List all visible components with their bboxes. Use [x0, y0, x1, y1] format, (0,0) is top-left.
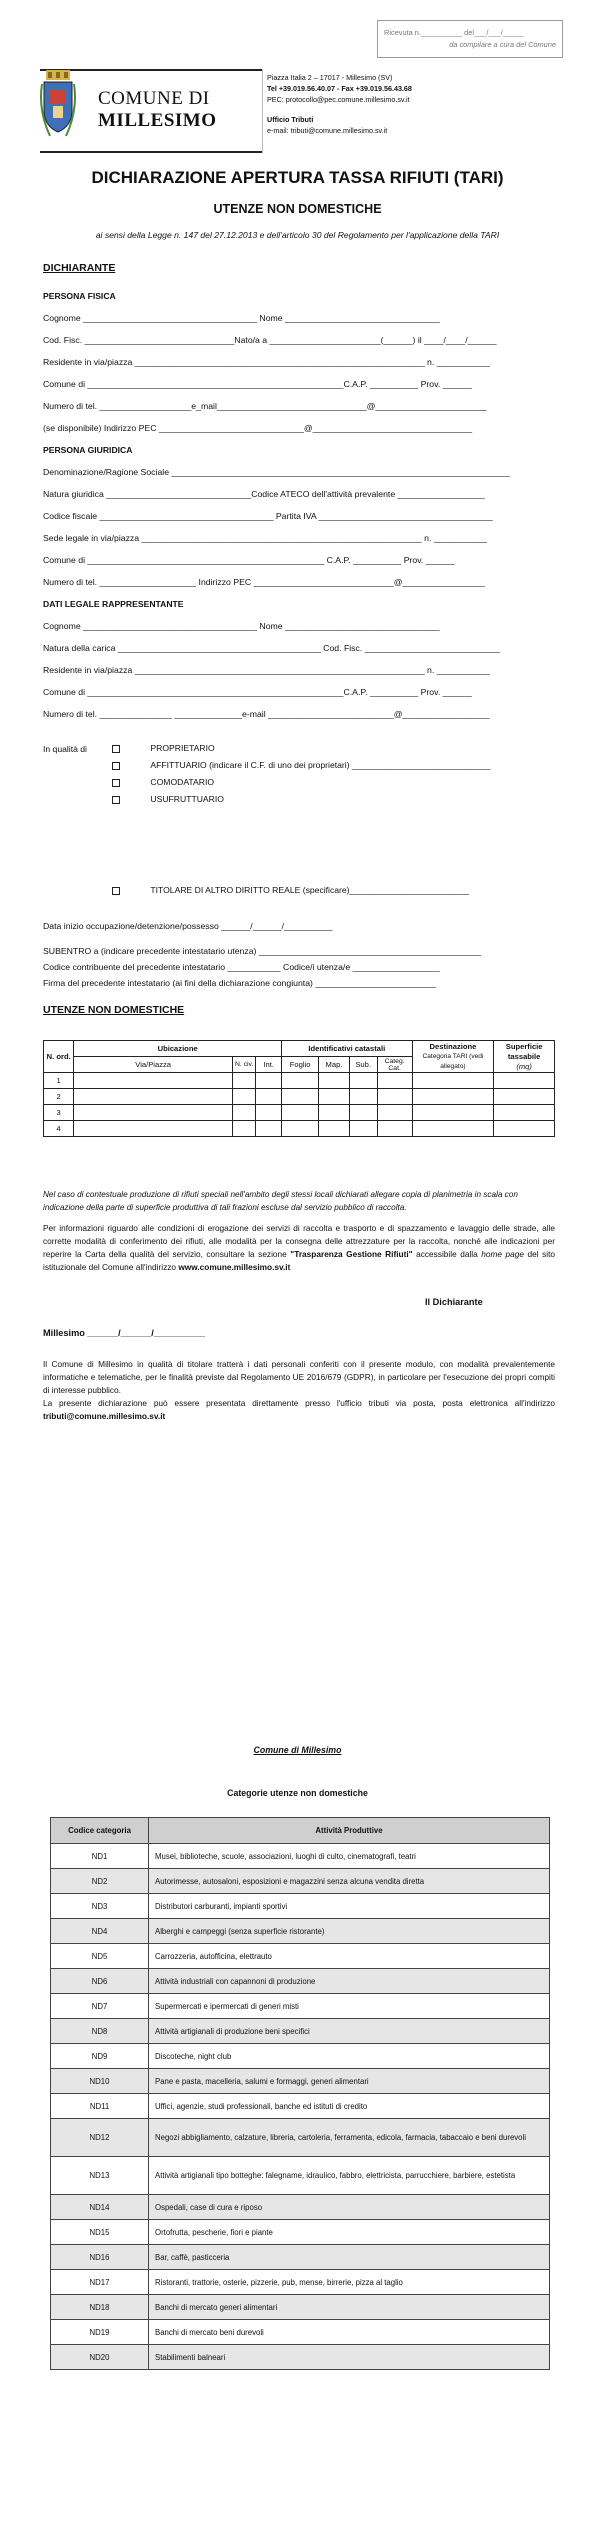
table-row: [51, 1844, 550, 1869]
contact-email: e-mail: tributi@comune.millesimo.sv.it: [267, 125, 388, 135]
category-description: Attività industriali con capannoni di produzione: [149, 1969, 550, 1994]
category-description: Discoteche, night club: [149, 2044, 550, 2069]
form-line-tel-email-lr[interactable]: Numero di tel. _______________ ______________e-mail __________________________@__________________: [43, 709, 490, 719]
row-number: 3: [44, 1105, 74, 1121]
cell[interactable]: [232, 1105, 255, 1121]
form-line-comune[interactable]: Comune di _____________________________________________________C.A.P. __________ Prov. ______: [43, 379, 472, 389]
category-code: ND2: [51, 1869, 149, 1894]
checkbox-affittuario-row[interactable]: [112, 760, 491, 770]
col-viapiazza: Via/Piazza: [74, 1057, 233, 1073]
legal-reference: ai sensi della Legge n. 147 del 27.12.2013 e dell'articolo 30 del Regolamento per l'applicazione della TARI: [95, 230, 500, 240]
cell[interactable]: [349, 1089, 377, 1105]
note-rifiuti-speciali: Nel caso di contestuale produzione di rifiuti speciali nell'ambito degli stessi locali dichiarati allegare copia di planimetria in scala con indicazione della parte di superficie produttiva di tali frazioni escluse dal servizio pubblico di raccolta.: [43, 1190, 518, 1212]
checkbox-altro-row[interactable]: [112, 885, 469, 895]
category-description: Alberghi e campeggi (senza superficie ristorante): [149, 1919, 550, 1944]
table-row: [51, 2157, 550, 2195]
category-code: ND9: [51, 2044, 149, 2069]
signature-label: Il Dichiarante: [425, 1297, 483, 1307]
form-line-codice-contribuente[interactable]: Codice contribuente del precedente intestatario ___________ Codice/i utenza/e __________________: [43, 962, 440, 972]
contacts-block: [267, 72, 567, 136]
contact-phone: Tel +39.019.56.40.07 - Fax +39.019.56.43.68: [267, 84, 412, 94]
contact-address: Piazza Italia 2 – 17017 - Millesimo (SV): [267, 73, 393, 82]
col-sub: Sub.: [349, 1057, 377, 1073]
form-line-comune-lr[interactable]: Comune di _____________________________________________________C.A.P. __________ Prov. ______: [43, 687, 472, 697]
form-line-tel-pec-pg[interactable]: Numero di tel. ____________________ Indirizzo PEC _____________________________@_________________: [43, 577, 485, 587]
form-line-cognome[interactable]: Cognome ____________________________________ Nome ________________________________: [43, 313, 440, 323]
website-link[interactable]: www.comune.millesimo.sv.it: [178, 1262, 291, 1272]
category-description: Supermercati e ipermercati di generi misti: [149, 1994, 550, 2019]
note-trasparenza-homepage: home page: [481, 1249, 524, 1259]
category-code: ND11: [51, 2094, 149, 2119]
checkbox-comodatario[interactable]: [112, 779, 120, 787]
checkbox-usufruttuario[interactable]: [112, 796, 120, 804]
category-description: Musei, biblioteche, scuole, associazioni, luoghi di culto, cinematografi, teatri: [149, 1844, 550, 1869]
section-utenze: UTENZE NON DOMESTICHE: [43, 1004, 185, 1016]
category-code: ND19: [51, 2320, 149, 2345]
note-trasparenza-text3: del sito istituzionale del Comune all'indirizzo: [43, 1249, 556, 1272]
category-description: Pane e pasta, macelleria, salumi e formaggi, generi alimentari: [149, 2069, 550, 2094]
checkbox-usufruttuario-row[interactable]: [112, 794, 224, 804]
category-description: Distributori carburanti, impianti sportivi: [149, 1894, 550, 1919]
form-line-pec[interactable]: (se disponibile) Indirizzo PEC ______________________________@_________________________________: [43, 423, 473, 433]
note-trasparenza-text: Per informazioni riguardo alle condizioni di erogazione dei servizi di raccolta e trasporto e di spazzamento e lavaggio delle strade, alle corrette modalità di conferimento dei rifiuti, alle modalità per la consegna delle attrezzature per la raccolta, nonché alle indicazioni per reperire la Carta della qualità del servizio, consultare la sezione: [43, 1223, 555, 1259]
row-number: 4: [44, 1121, 74, 1137]
col-destinazione: [412, 1041, 494, 1073]
category-description: Autorimesse, autosaloni, esposizioni e magazzini senza alcuna vendita diretta: [149, 1869, 550, 1894]
category-description: Ristoranti, trattorie, osterie, pizzerie, pub, mense, birrerie, pizza al taglio: [149, 2270, 550, 2295]
cell[interactable]: [281, 1105, 318, 1121]
contact-spacer: [267, 106, 567, 114]
table-row: [51, 2044, 550, 2069]
comune-name: MILLESIMO: [98, 110, 217, 131]
category-code: ND18: [51, 2295, 149, 2320]
note-trasparenza: [43, 1222, 555, 1274]
col-attivita: Attività Produttive: [149, 1818, 550, 1844]
col-int: Int.: [256, 1057, 282, 1073]
col-identificativi: Identificativi catastali: [281, 1041, 412, 1057]
cell[interactable]: [74, 1073, 233, 1089]
presentation-text: La presente dichiarazione può essere presentata direttamente presso l'ufficio tributi via posta, posta elettronica all'indirizzo: [43, 1398, 555, 1408]
row-number: 1: [44, 1073, 74, 1089]
table-row: [51, 2345, 550, 2370]
cell[interactable]: [412, 1073, 494, 1089]
category-code: ND5: [51, 1944, 149, 1969]
annex-title: Categorie utenze non domestiche: [227, 1788, 368, 1798]
form-line-denominazione[interactable]: Denominazione/Ragione Sociale ______________________________________________________________________: [43, 467, 510, 477]
category-description: Ospedali, case di cura e riposo: [149, 2195, 550, 2220]
receipt-box: [377, 20, 563, 58]
form-line-carica-lr[interactable]: Natura della carica __________________________________________ Cod. Fisc. ____________________________: [43, 643, 500, 653]
cell[interactable]: [377, 1089, 412, 1105]
category-description: Carrozzeria, autofficina, elettrauto: [149, 1944, 550, 1969]
utenze-table: [43, 1040, 555, 1137]
option-altro-label: TITOLARE DI ALTRO DIRITTO REALE (specificare)_________________________: [150, 885, 470, 895]
form-line-firma-precedente[interactable]: Firma del precedente intestatario (ai fini della dichiarazione congiunta) _________________________: [43, 978, 437, 988]
contact-office: Ufficio Tributi: [267, 114, 314, 124]
table-row: [51, 1944, 550, 1969]
section-legale-rappresentante: DATI LEGALE RAPPRESENTANTE: [43, 599, 184, 609]
categories-header-row: [51, 1818, 550, 1844]
place-date-line[interactable]: Millesimo ______/______/__________: [43, 1328, 205, 1338]
note-trasparenza-text2: accessibile dalla: [412, 1249, 482, 1259]
form-line-residenza-lr[interactable]: Residente in via/piazza ____________________________________________________________ n. ___________: [43, 665, 490, 675]
category-code: ND16: [51, 2245, 149, 2270]
cell[interactable]: [349, 1105, 377, 1121]
cell[interactable]: [412, 1121, 494, 1137]
section-persona-fisica: PERSONA FISICA: [43, 291, 116, 301]
annex-comune: Comune di Millesimo: [253, 1745, 342, 1755]
cell[interactable]: [232, 1073, 255, 1089]
form-line-comune-pg[interactable]: Comune di _________________________________________________ C.A.P. __________ Prov. ______: [43, 555, 455, 565]
option-usufruttuario-label: USUFRUTTUARIO: [150, 794, 224, 804]
form-line-data-inizio[interactable]: Data inizio occupazione/detenzione/possesso ______/______/__________: [43, 921, 333, 931]
cell[interactable]: [494, 1073, 555, 1089]
cell[interactable]: [281, 1121, 318, 1137]
table-row[interactable]: [44, 1073, 555, 1089]
checkbox-comodatario-row[interactable]: [112, 777, 214, 787]
note-trasparenza-section: "Trasparenza Gestione Rifiuti": [290, 1249, 413, 1259]
category-code: ND20: [51, 2345, 149, 2370]
cell[interactable]: [377, 1073, 412, 1089]
row-number: 2: [44, 1089, 74, 1105]
form-line-codfisc[interactable]: Cod. Fisc. _______________________________Nato/a a _______________________(______) il ____/____/______: [43, 335, 497, 345]
category-code: ND10: [51, 2069, 149, 2094]
col-nciv: N. civ.: [232, 1057, 255, 1073]
category-description: Banchi di mercato beni durevoli: [149, 2320, 550, 2345]
category-description: Banchi di mercato generi alimentari: [149, 2295, 550, 2320]
col-nord: N. ord.: [44, 1041, 74, 1073]
col-categ: Categ. Cat.: [377, 1057, 412, 1073]
checkbox-affittuario[interactable]: [112, 762, 120, 770]
col-ubicazione: Ubicazione: [74, 1041, 282, 1057]
email-link[interactable]: tributi@comune.millesimo.sv.it: [43, 1411, 166, 1421]
cell[interactable]: [319, 1089, 349, 1105]
table-row: [51, 2094, 550, 2119]
table-row[interactable]: [44, 1121, 555, 1137]
col-destinazione-title: Destinazione: [429, 1041, 477, 1051]
presentation-notice: [43, 1397, 555, 1423]
form-line-tel-email[interactable]: Numero di tel. ___________________e_mail_______________________________@_______________________: [43, 401, 487, 411]
category-code: ND17: [51, 2270, 149, 2295]
cell[interactable]: [412, 1105, 494, 1121]
table-row: [51, 2320, 550, 2345]
col-superficie: [494, 1041, 555, 1073]
cell[interactable]: [232, 1121, 255, 1137]
table-row: [51, 2069, 550, 2094]
table-row: [51, 2295, 550, 2320]
category-code: ND12: [51, 2119, 149, 2157]
form-line-residenza[interactable]: Residente in via/piazza ____________________________________________________________ n. ___________: [43, 357, 490, 367]
table-row: [51, 1869, 550, 1894]
col-map: Map.: [319, 1057, 349, 1073]
in-qualita-label: In qualità di: [43, 744, 87, 754]
category-description: Uffici, agenzie, studi professionali, banche ed istituti di credito: [149, 2094, 550, 2119]
header-rule-bottom: [40, 151, 262, 153]
checkbox-proprietario-row[interactable]: [112, 743, 215, 753]
categories-table: [50, 1817, 550, 2370]
category-description: Attività artigianali di produzione beni specifici: [149, 2019, 550, 2044]
col-destinazione-note: Categoria TARI (vedi allegato): [422, 1052, 484, 1070]
cell[interactable]: [377, 1105, 412, 1121]
cell[interactable]: [349, 1073, 377, 1089]
form-line-codice-fiscale[interactable]: Codice fiscale ____________________________________ Partita IVA ____________________________________: [43, 511, 493, 521]
cell[interactable]: [256, 1105, 282, 1121]
cell[interactable]: [412, 1089, 494, 1105]
cell[interactable]: [74, 1121, 233, 1137]
table-row[interactable]: [44, 1089, 555, 1105]
table-row: [51, 2270, 550, 2295]
col-superficie-title: Superficie tassabile: [505, 1041, 543, 1061]
category-code: ND3: [51, 1894, 149, 1919]
category-description: Ortofrutta, pescherie, fiori e piante: [149, 2220, 550, 2245]
category-code: ND15: [51, 2220, 149, 2245]
coat-of-arms-icon: [40, 70, 76, 145]
cell[interactable]: [256, 1073, 282, 1089]
header-divider: [262, 69, 263, 153]
form-line-subentro[interactable]: SUBENTRO a (indicare precedente intestatario utenza) ______________________________________________: [43, 946, 482, 956]
table-row: [51, 2245, 550, 2270]
cell[interactable]: [256, 1089, 282, 1105]
col-codice-categoria: Codice categoria: [51, 1818, 149, 1844]
table-row: [51, 2195, 550, 2220]
comune-di-label: COMUNE DI: [98, 88, 210, 109]
cell[interactable]: [494, 1089, 555, 1105]
category-code: ND7: [51, 1994, 149, 2019]
form-line-natura-giuridica[interactable]: Natura giuridica ______________________________Codice ATECO dell'attività prevalente __________________: [43, 489, 485, 499]
form-line-sede-legale[interactable]: Sede legale in via/piazza __________________________________________________________ n. ___________: [43, 533, 487, 543]
category-description: Stabilimenti balneari: [149, 2345, 550, 2370]
category-code: ND13: [51, 2157, 149, 2195]
table-row: [51, 1969, 550, 1994]
cell[interactable]: [319, 1105, 349, 1121]
section-persona-giuridica: PERSONA GIURIDICA: [43, 445, 133, 455]
checkbox-altro-diritto[interactable]: [112, 887, 120, 895]
option-affittuario-label: AFFITTUARIO (indicare il C.F. di uno dei proprietari) _____________________________: [150, 760, 491, 770]
cell[interactable]: [319, 1073, 349, 1089]
checkbox-proprietario[interactable]: [112, 745, 120, 753]
form-line-cognome-lr[interactable]: Cognome ____________________________________ Nome ________________________________: [43, 621, 440, 631]
cell[interactable]: [349, 1121, 377, 1137]
table-row: [51, 1994, 550, 2019]
category-code: ND4: [51, 1919, 149, 1944]
table-row[interactable]: [44, 1105, 555, 1121]
section-dichiarante: DICHIARANTE: [43, 262, 116, 274]
table-row: [51, 2019, 550, 2044]
privacy-notice: Il Comune di Millesimo in qualità di titolare tratterà i dati personali conferiti con il presente modulo, con modalità prevalentemente informatiche e telematiche, per le finalità previste dal Regolamento UE 2016/679 (GDPR), in particolare per l'esecuzione dei propri compiti di interesse pubblico.: [43, 1359, 555, 1395]
cell[interactable]: [74, 1089, 233, 1105]
category-description: Attività artigianali tipo botteghe: falegname, idraulico, fabbro, elettricista, parrucchiere, barbiere, estetista: [149, 2157, 550, 2195]
table-row: [51, 1894, 550, 1919]
category-description: Negozi abbigliamento, calzature, libreria, cartoleria, ferramenta, edicola, farmacia, tabaccaio e beni durevoli: [149, 2119, 550, 2157]
cell[interactable]: [74, 1105, 233, 1121]
category-description: Bar, caffè, pasticceria: [149, 2245, 550, 2270]
table-row: [51, 2119, 550, 2157]
utenze-header-row: [44, 1041, 555, 1057]
category-code: ND14: [51, 2195, 149, 2220]
cell[interactable]: [281, 1089, 318, 1105]
receipt-note: da compilare a cura del Comune: [449, 40, 556, 49]
category-code: ND6: [51, 1969, 149, 1994]
cell[interactable]: [281, 1073, 318, 1089]
cell[interactable]: [377, 1121, 412, 1137]
cell[interactable]: [494, 1121, 555, 1137]
cell[interactable]: [232, 1089, 255, 1105]
receipt-line: Ricevuta n.__________ del___/___/_____: [384, 28, 524, 37]
col-superficie-unit: (mq): [516, 1061, 532, 1071]
option-comodatario-label: COMODATARIO: [150, 777, 215, 787]
page-subtitle: UTENZE NON DOMESTICHE: [213, 202, 382, 216]
cell[interactable]: [494, 1105, 555, 1121]
col-foglio: Foglio: [281, 1057, 318, 1073]
category-code: ND8: [51, 2019, 149, 2044]
table-row: [51, 1919, 550, 1944]
cell[interactable]: [256, 1121, 282, 1137]
cell[interactable]: [319, 1121, 349, 1137]
category-code: ND1: [51, 1844, 149, 1869]
table-row: [51, 2220, 550, 2245]
contact-pec: PEC: protocollo@pec.comune.millesimo.sv.it: [267, 95, 410, 105]
option-proprietario-label: PROPRIETARIO: [150, 743, 215, 753]
page-title: DICHIARAZIONE APERTURA TASSA RIFIUTI (TARI): [91, 168, 504, 187]
